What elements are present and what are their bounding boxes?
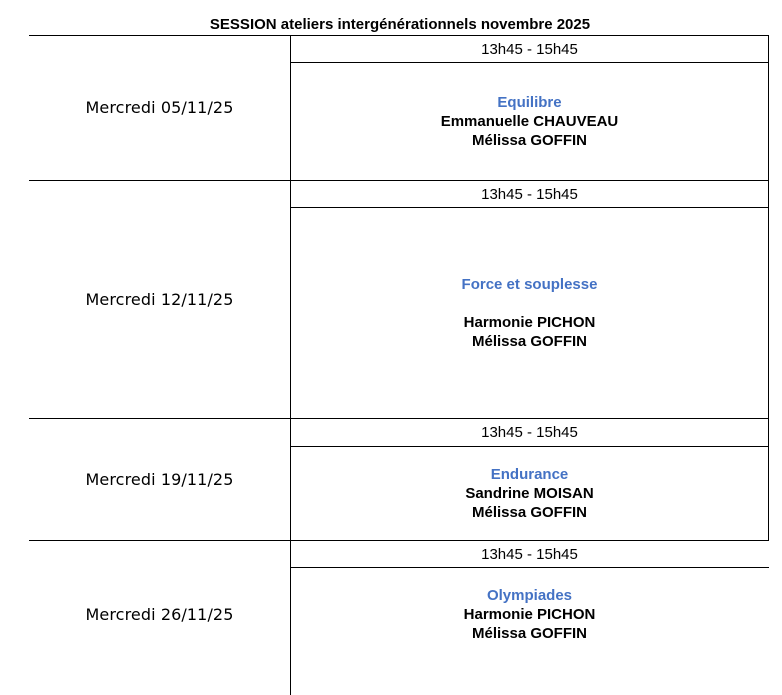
presenter-name: Harmonie PICHON — [463, 605, 596, 623]
schedule-table — [29, 35, 769, 695]
session-time: 13h45 - 15h45 — [481, 545, 578, 563]
session-date: Mercredi 12/11/25 — [85, 290, 234, 309]
session-details — [291, 447, 768, 540]
table-border — [768, 35, 769, 541]
session-time: 13h45 - 15h45 — [481, 40, 578, 58]
presenter-name: Mélissa GOFFIN — [471, 132, 588, 149]
session-details — [291, 63, 768, 180]
session-time: 13h45 - 15h45 — [481, 424, 578, 441]
workshop-name: Force et souplesse — [461, 276, 598, 293]
session-time: 13h45 - 15h45 — [481, 185, 578, 203]
session-details — [291, 568, 768, 660]
session-date: Mercredi 19/11/25 — [85, 470, 234, 489]
presenter-name: Mélissa GOFFIN — [471, 504, 588, 521]
document-title: SESSION ateliers intergénérationnels novembre 2025 — [209, 16, 591, 33]
presenter-name: Harmonie PICHON — [463, 314, 596, 331]
presenter-name: Mélissa GOFFIN — [471, 624, 588, 642]
session-date: Mercredi 05/11/25 — [85, 98, 234, 117]
workshop-name: Endurance — [490, 466, 569, 483]
session-date: Mercredi 26/11/25 — [85, 604, 234, 624]
workshop-name: Olympiades — [486, 586, 573, 604]
workshop-name: Equilibre — [497, 94, 562, 111]
session-details — [291, 208, 768, 418]
presenter-name: Emmanuelle CHAUVEAU — [440, 113, 619, 130]
presenter-name: Mélissa GOFFIN — [471, 333, 588, 350]
presenter-name: Sandrine MOISAN — [465, 485, 594, 502]
